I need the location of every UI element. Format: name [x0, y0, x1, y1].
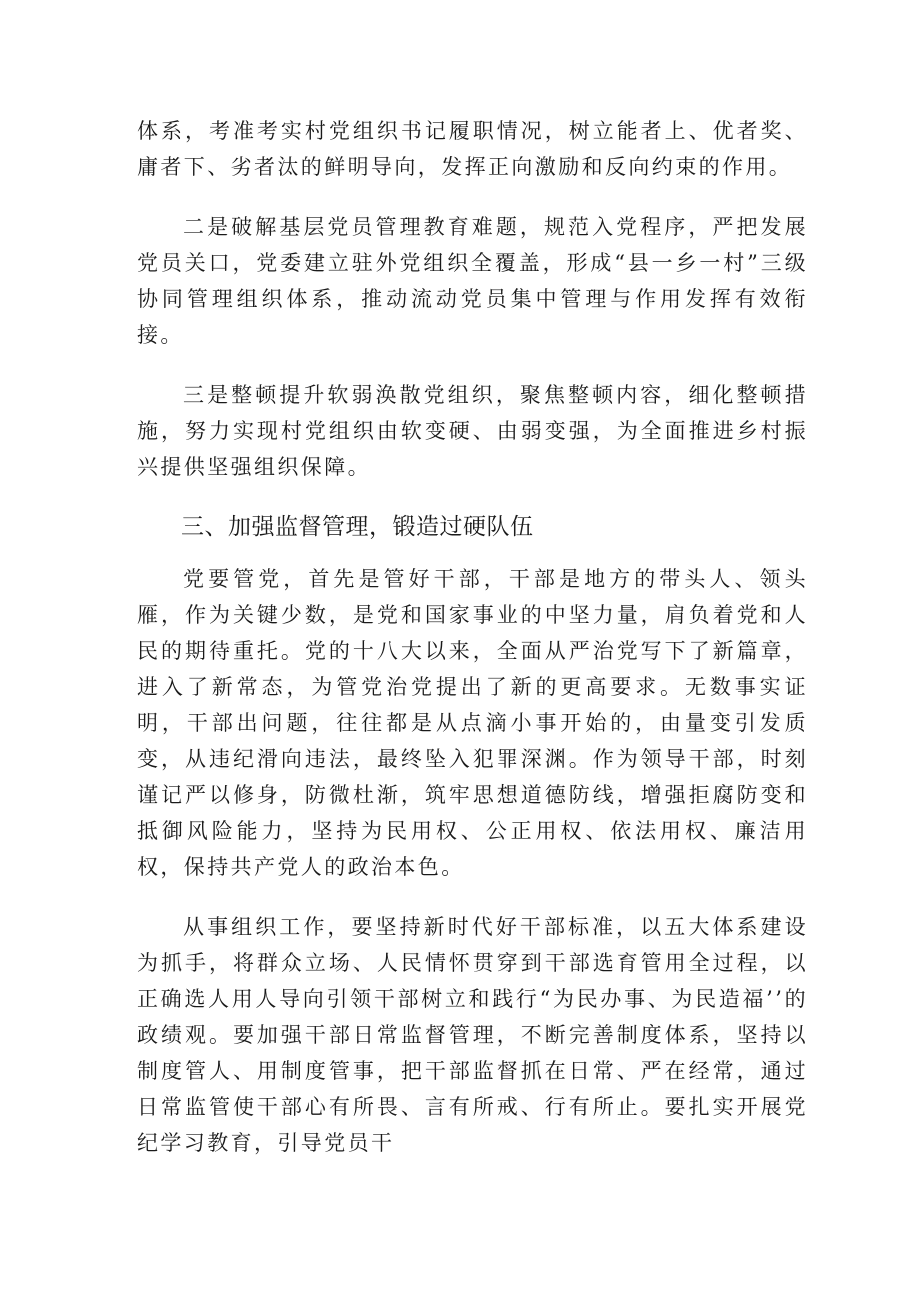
paragraph-continued: 体系，考准考实村党组织书记履职情况，树立能者上、优者奖、庸者下、劣者汰的鲜明导向，发挥正向激励和反向约束的作用。: [137, 119, 808, 179]
section-heading: 三、加强监督管理，锻造过硬队伍: [181, 514, 534, 540]
paragraph-gap: [137, 353, 808, 377]
paragraph-two: 二是破解基层党员管理教育难题，规范入党程序，严把发展党员关口，党委建立驻外党组织全覆盖，形成“县一乡一村”三级协同管理组织体系，推动流动党员集中管理与作用发挥有效衔接。: [137, 215, 808, 347]
paragraph-organization-work: 从事组织工作，要坚持新时代好干部标准，以五大体系建设为抓手，将群众立场、人民情怀贯穿到干部选育管用全过程，以正确选人用人导向引领干部树立和践行“为民办事、为民造福’’的政绩观。要加强干部日常监督管理，不断完善制度体系，坚持以制度管人、用制度管事，把干部监督抓在日常、严在经常，通过日常监管使干部心有所畏、言有所戒、行有所止。要扎实开展党纪学习教育，引导党员干: [137, 915, 808, 1155]
paragraph-gap: [137, 485, 808, 509]
paragraph-gap: [137, 545, 808, 561]
paragraph-gap: [137, 885, 808, 909]
paragraph-three: 三是整顿提升软弱涣散党组织，聚焦整顿内容，细化整顿措施，努力实现村党组织由软变硬、由弱变强，为全面推进乡村振兴提供坚强组织保障。: [137, 383, 808, 479]
paragraph-gap: [137, 185, 808, 209]
paragraph-supervision: 党要管党，首先是管好干部，干部是地方的带头人、领头雁，作为关键少数，是党和国家事业的中坚力量，肩负着党和人民的期待重托。党的十八大以来，全面从严治党写下了新篇章，进入了新常态，为管党治党提出了新的更高要求。无数事实证明，干部出问题，往往都是从点滴小事开始的，由量变引发质变，从违纪滑向违法，最终坠入犯罪深渊。作为领导干部，时刻谨记严以修身，防微杜渐，筑牢思想道德防线，增强拒腐防变和抵御风险能力，坚持为民用权、公正用权、依法用权、廉洁用权，保持共产党人的政治本色。: [137, 567, 808, 879]
